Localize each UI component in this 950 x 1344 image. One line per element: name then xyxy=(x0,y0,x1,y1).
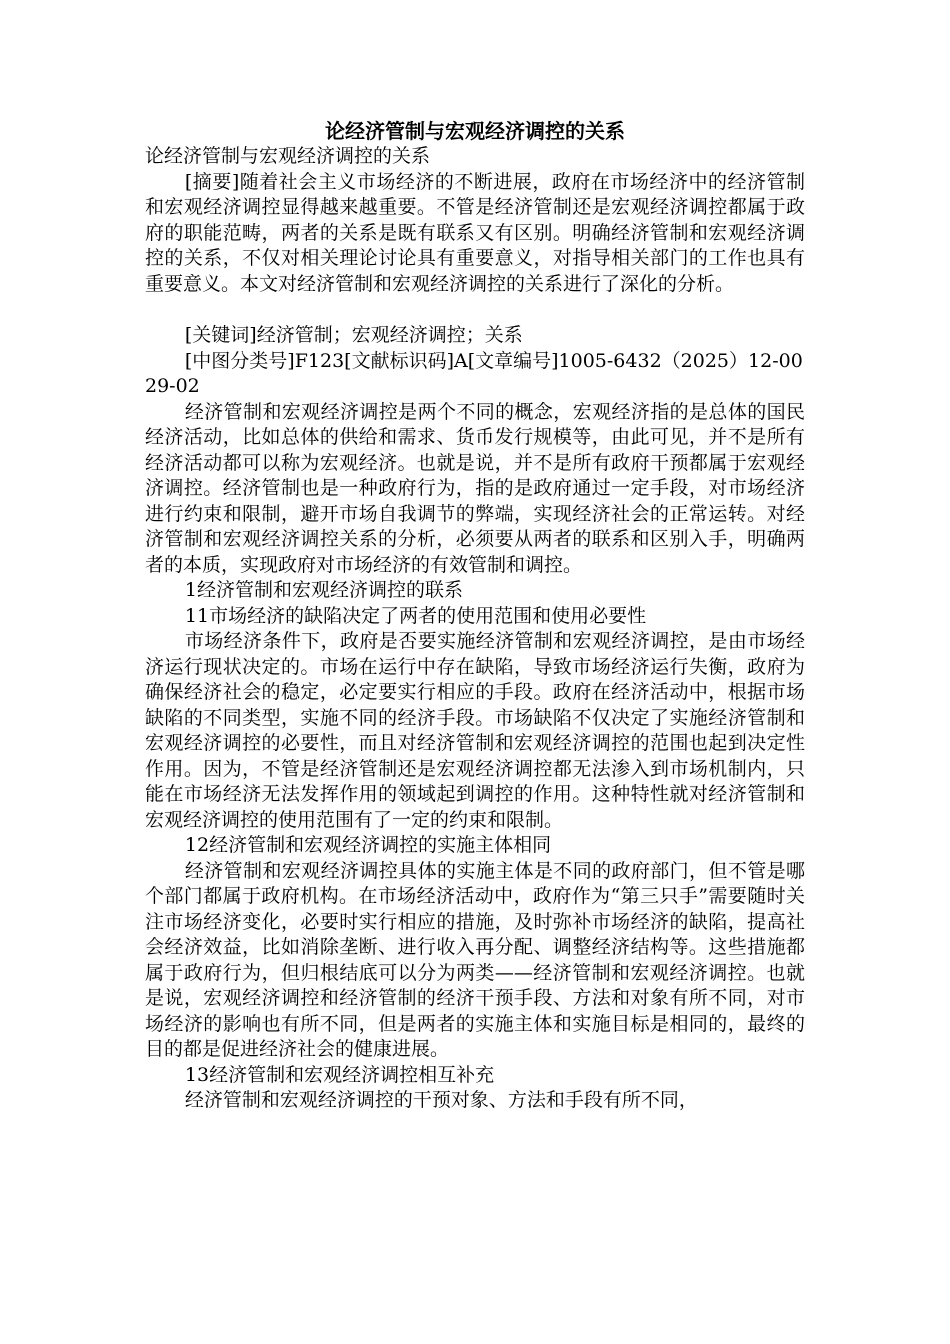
section-1-1-heading: 11市场经济的缺陷决定了两者的使用范围和使用必要性 xyxy=(184,604,647,627)
document-subtitle: 论经济管制与宏观经济调控的关系 xyxy=(145,145,431,167)
abstract-paragraph: [摘要]随着社会主义市场经济的不断进展，政府在市场经济中的经济管制和宏观经济调控显得越来越重要。不管是经济管制还是宏观经济调控都属于政府的职能范畴，两者的关系是既有联系又有区别。明确经济管制和宏观经济调控的关系，不仅对相关理论讨论具有重要意义，对指导相关部门的工作也具有重要意义。本文对经济管制和宏观经济调控的关系进行了深化的分析。 xyxy=(145,170,805,295)
document-page xyxy=(145,118,805,1114)
section-1-heading: 1经济管制和宏观经济调控的联系 xyxy=(184,579,463,601)
classification-line: [中图分类号]F123[文献标识码]A[文章编号]1005-6432（2025）12-0029-02 xyxy=(145,349,803,397)
intro-paragraph: 经济管制和宏观经济调控是两个不同的概念，宏观经济指的是总体的国民经济活动，比如总体的供给和需求、货币发行规模等，由此可见，并不是所有经济活动都可以称为宏观经济。也就是说，并不是所有政府干预都属于宏观经济调控。经济管制也是一种政府行为，指的是政府通过一定手段，对市场经济进行约束和限制，避开市场自我调节的弊端，实现经济社会的正常运转。对经济管制和宏观经济调控关系的分析，必须要从两者的联系和区别入手，明确两者的本质，实现政府对市场经济的有效管制和调控。 xyxy=(145,400,805,576)
section-spacer xyxy=(145,297,805,323)
section-1-3-heading: 13经济管制和宏观经济调控相互补充 xyxy=(184,1063,495,1086)
section-1-3-body: 经济管制和宏观经济调控的干预对象、方法和手段有所不同， xyxy=(184,1089,698,1111)
keywords-line: [关键词]经济管制；宏观经济调控；关系 xyxy=(184,324,523,346)
section-1-2-heading: 12经济管制和宏观经济调控的实施主体相同 xyxy=(184,834,552,856)
document-title: 论经济管制与宏观经济调控的关系 xyxy=(325,119,625,143)
section-1-1-body: 市场经济条件下，政府是否要实施经济管制和宏观经济调控，是由市场经济运行现状决定的。市场在运行中存在缺陷，导致市场经济运行失衡，政府为确保经济社会的稳定，必定要实行相应的手段。政府在经济活动中，根据市场缺陷的不同类型，实施不同的经济手段。市场缺陷不仅决定了实施经济管制和宏观经济调控的必要性，而且对经济管制和宏观经济调控的范围也起到决定性作用。因为，不管是经济管制还是宏观经济调控都无法渗入到市场机制内，只能在市场经济无法发挥作用的领域起到调控的作用。这种特性就对经济管制和宏观经济调控的使用范围有了一定的约束和限制。 xyxy=(145,630,805,831)
section-1-2-body: 经济管制和宏观经济调控具体的实施主体是不同的政府部门，但不管是哪个部门都属于政府机构。在市场经济活动中，政府作为“第三只手”需要随时关注市场经济变化，必要时实行相应的措施，及时弥补市场经济的缺陷，提高社会经济效益，比如消除垄断、进行收入再分配、调整经济结构等。这些措施都属于政府行为，但归根结底可以分为两类——经济管制和宏观经济调控。也就是说，宏观经济调控和经济管制的经济干预手段、方法和对象有所不同，对市场经济的影响也有所不同，但是两者的实施主体和实施目标是相同的，最终的目的都是促进经济社会的健康进展。 xyxy=(145,859,805,1060)
